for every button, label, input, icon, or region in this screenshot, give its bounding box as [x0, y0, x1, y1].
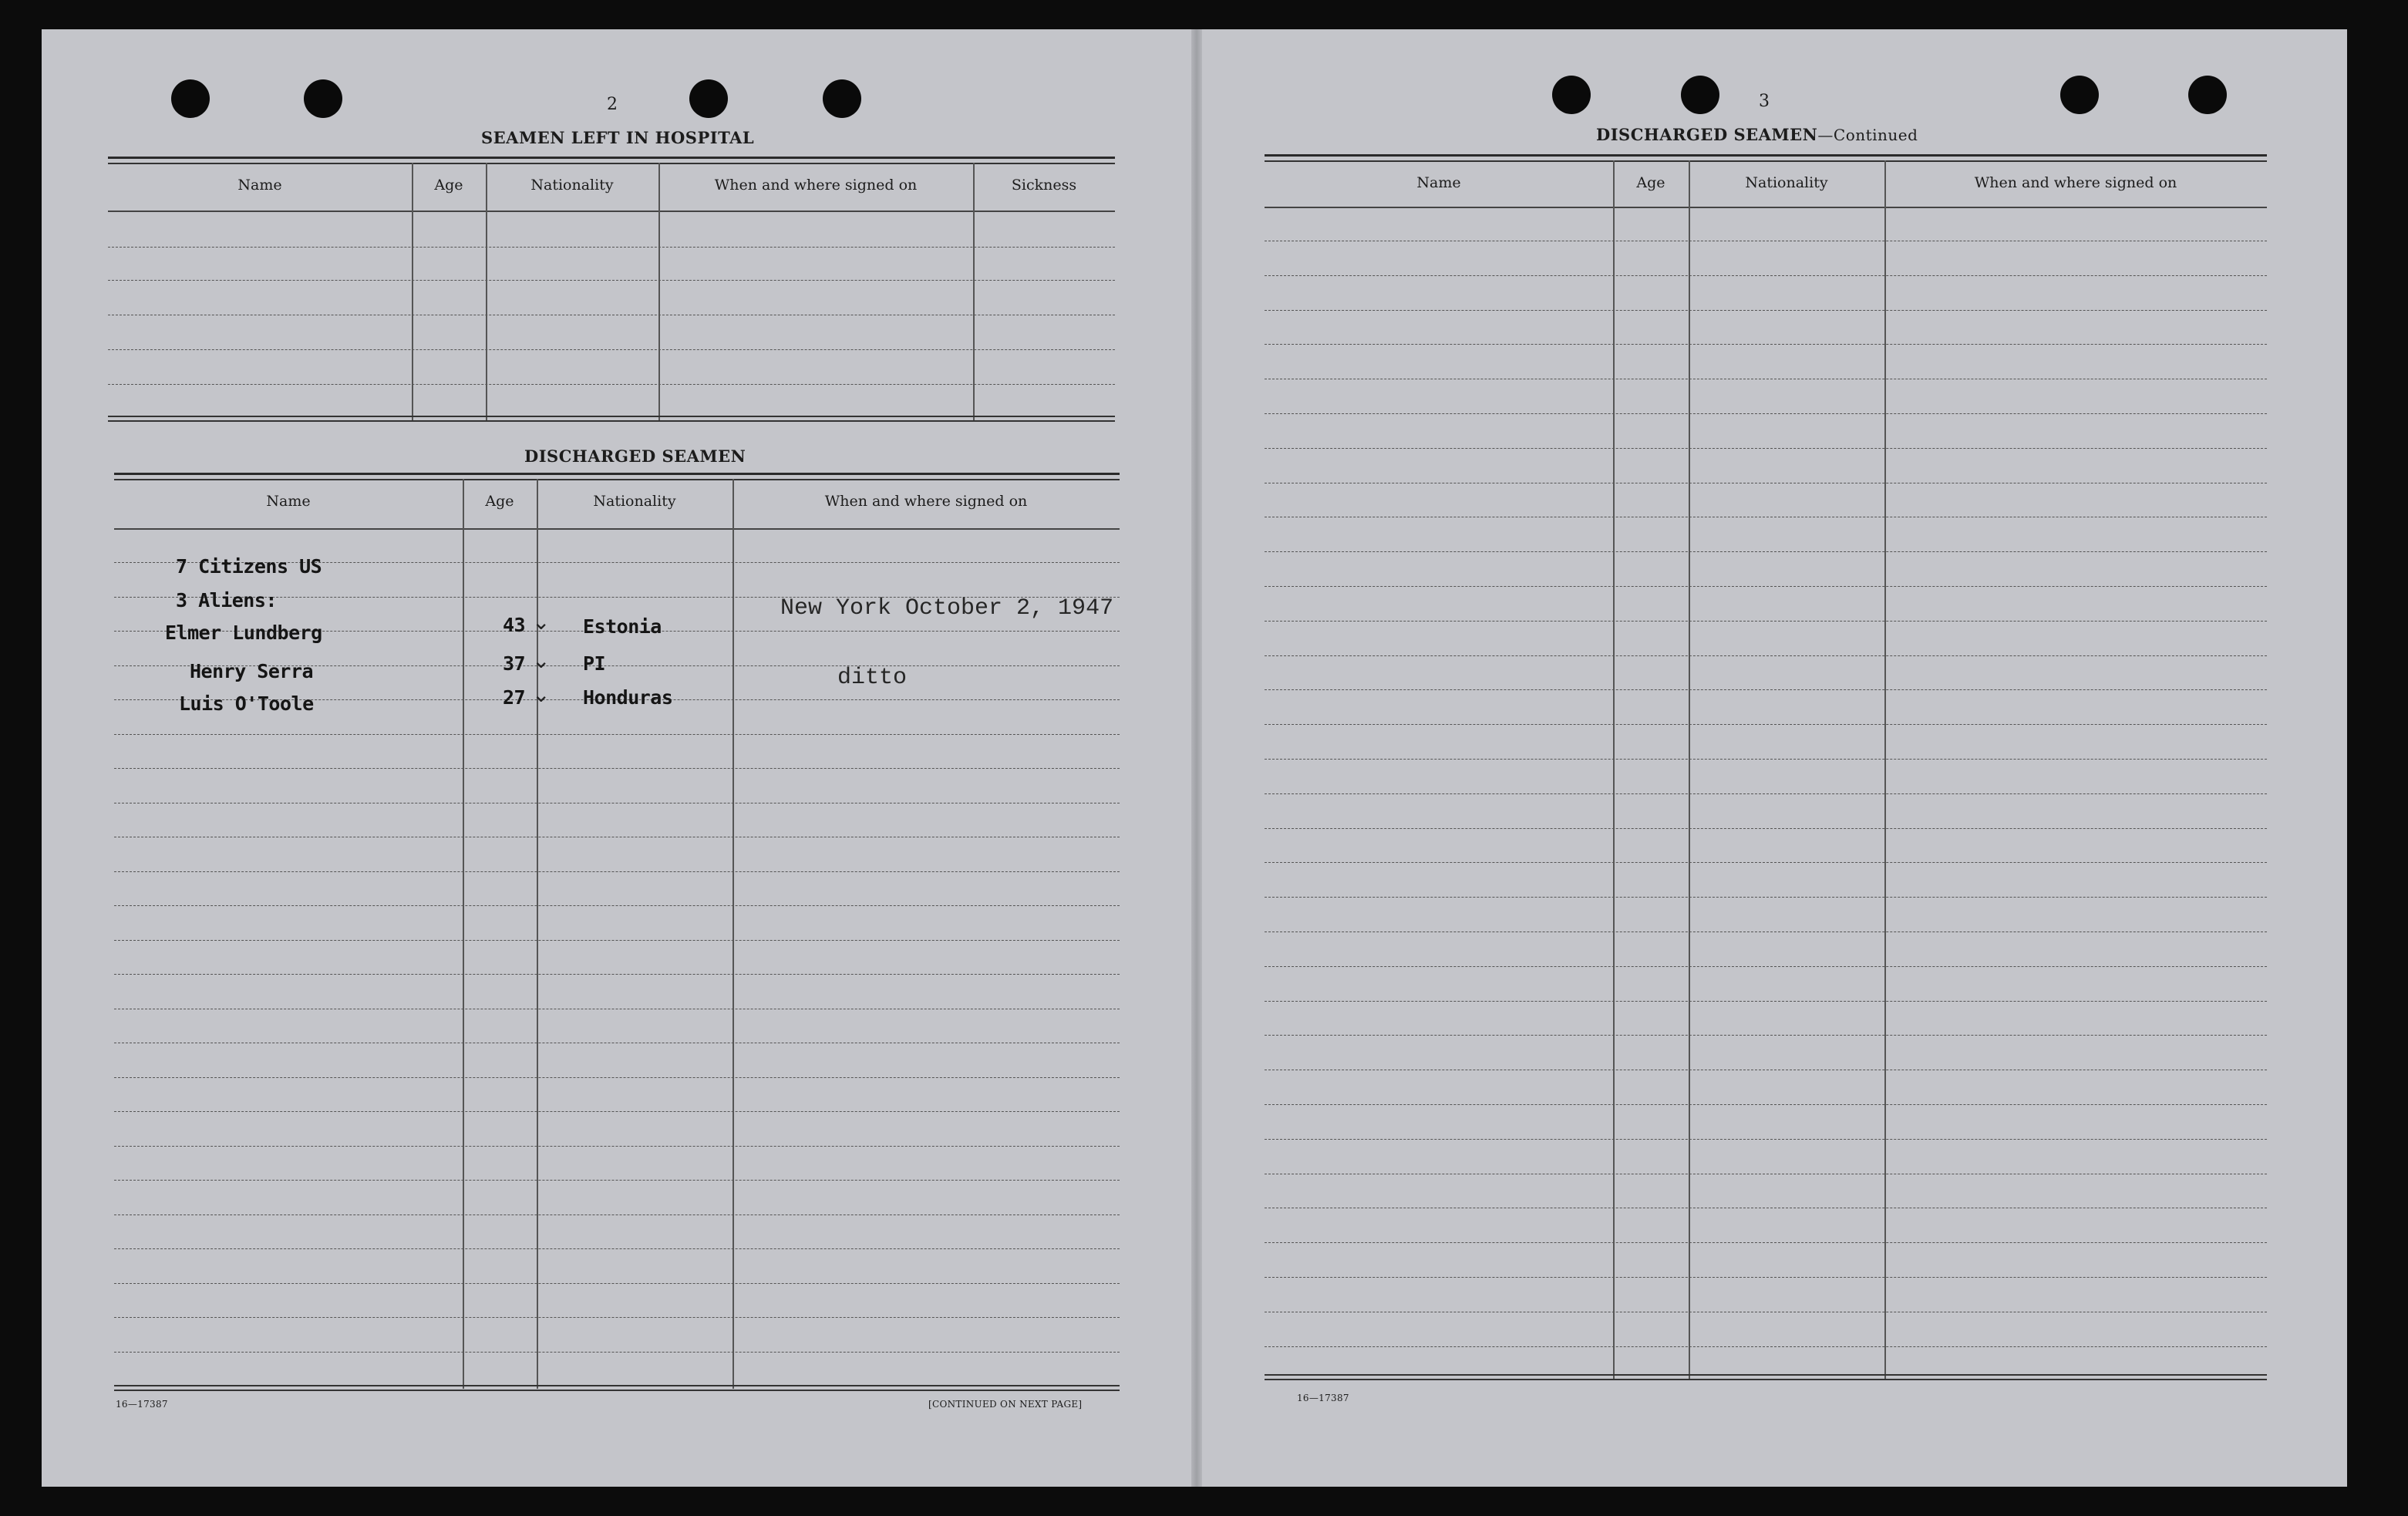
continued-col-signed-on: When and where signed on: [1974, 174, 2177, 191]
ruled-line: [114, 1352, 1120, 1353]
ruled-line: [1265, 1104, 2267, 1105]
ruled-line: [114, 905, 1120, 906]
ruled-line: [1265, 966, 2267, 967]
continued-col-age: Age: [1636, 174, 1665, 191]
ruled-line: [1265, 793, 2267, 794]
hospital-section-title: SEAMEN LEFT IN HOSPITAL: [481, 128, 755, 147]
hospital-col-signed-on: When and where signed on: [714, 177, 918, 194]
form-number: 16—17387: [116, 1399, 168, 1410]
ruled-line: [1265, 759, 2267, 760]
seaman-name: Elmer Lundberg: [165, 622, 322, 644]
discharged-col-name: Name: [266, 493, 311, 510]
page-number: 3: [1759, 92, 1770, 111]
seaman-signed-on: ditto: [837, 665, 908, 691]
punch-hole: [1552, 76, 1591, 114]
discharged-section-title: DISCHARGED SEAMEN: [524, 446, 746, 466]
ruled-line: [114, 1146, 1120, 1147]
ruled-line: [114, 1214, 1120, 1215]
punch-hole: [304, 79, 342, 118]
continued-note: [CONTINUED ON NEXT PAGE]: [928, 1399, 1083, 1410]
ruled-line: [1265, 828, 2267, 829]
summary-aliens: 3 Aliens:: [176, 589, 277, 611]
discharged-continued-table: [1265, 154, 2267, 1382]
ruled-line: [1265, 1139, 2267, 1140]
continued-col-nationality: Nationality: [1745, 174, 1828, 191]
ruled-line: [1265, 655, 2267, 656]
ruled-line: [1265, 1346, 2267, 1347]
hospital-col-name: Name: [237, 177, 282, 194]
punch-hole: [171, 79, 210, 118]
ruled-line: [114, 1248, 1120, 1249]
punch-hole: [823, 79, 861, 118]
ruled-line: [114, 768, 1120, 769]
ruled-line: [1265, 724, 2267, 725]
ruled-line: [1265, 344, 2267, 345]
hospital-col-sickness: Sickness: [1011, 177, 1077, 194]
ruled-line: [114, 1317, 1120, 1318]
seaman-name: Luis O'Toole: [179, 692, 314, 715]
ruled-line: [1265, 621, 2267, 622]
ruled-line: [114, 1180, 1120, 1181]
seaman-nationality: Estonia: [583, 615, 662, 638]
ruled-line: [1265, 1001, 2267, 1002]
ruled-line: [1265, 931, 2267, 932]
seaman-nationality: PI: [583, 652, 606, 675]
ruled-line: [1265, 413, 2267, 414]
page-number: 2: [607, 95, 618, 114]
seaman-age: 37: [503, 652, 526, 675]
check-mark: ⌄: [532, 682, 551, 707]
continued-suffix: —Continued: [1817, 126, 1918, 144]
seaman-age: 43: [503, 614, 526, 636]
hospital-table: [108, 157, 1115, 425]
punch-hole: [2188, 76, 2227, 114]
discharged-col-signed-on: When and where signed on: [824, 493, 1028, 510]
discharged-continued-title-text: DISCHARGED SEAMEN: [1596, 125, 1818, 144]
seaman-signed-on: New York October 2, 1947: [780, 595, 1114, 622]
discharged-col-nationality: Nationality: [593, 493, 676, 510]
ruled-line: [1265, 448, 2267, 449]
seaman-nationality: Honduras: [583, 686, 673, 709]
page-fold: [1191, 29, 1202, 1487]
discharged-continued-title: [1596, 125, 1918, 144]
check-mark: ⌄: [532, 609, 551, 635]
ruled-line: [1265, 689, 2267, 690]
discharged-col-age: Age: [485, 493, 514, 510]
ruled-line: [114, 1283, 1120, 1284]
ruled-line: [1265, 310, 2267, 311]
ruled-line: [1265, 897, 2267, 898]
ruled-line: [114, 1111, 1120, 1112]
seaman-name: Henry Serra: [190, 660, 314, 682]
check-mark: ⌄: [532, 648, 551, 673]
ruled-line: [1265, 1277, 2267, 1278]
ruled-line: [1265, 551, 2267, 552]
ruled-line: [114, 1077, 1120, 1078]
ruled-line: [1265, 1035, 2267, 1036]
hospital-col-age: Age: [434, 177, 463, 194]
ruled-line: [114, 974, 1120, 975]
ruled-line: [1265, 275, 2267, 276]
ruled-line: [114, 734, 1120, 735]
ruled-line: [1265, 586, 2267, 587]
ruled-line: [114, 871, 1120, 872]
ruled-line: [114, 940, 1120, 941]
punch-hole: [689, 79, 728, 118]
ruled-line: [1265, 1242, 2267, 1243]
punch-hole: [1681, 76, 1719, 114]
hospital-col-nationality: Nationality: [530, 177, 614, 194]
ruled-line: [1265, 862, 2267, 863]
punch-hole: [2060, 76, 2099, 114]
summary-citizens: 7 Citizens US: [176, 555, 322, 578]
seaman-age: 27: [503, 686, 526, 709]
form-number: 16—17387: [1297, 1393, 1349, 1403]
continued-col-name: Name: [1416, 174, 1461, 191]
